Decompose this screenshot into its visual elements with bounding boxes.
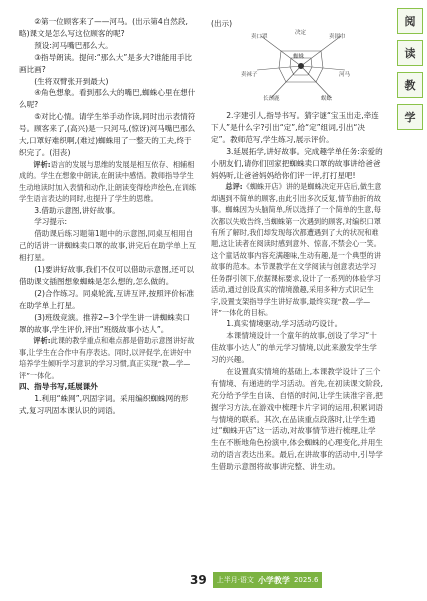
sidebar-tab: 阅 xyxy=(397,8,423,34)
body-paragraph: 学习提示: xyxy=(34,217,68,227)
commentary-paragraph xyxy=(211,181,383,318)
commentary-label: 评析: xyxy=(33,336,51,346)
diagram-label: 蜈蚣 xyxy=(321,96,333,102)
body-paragraph: ②第一位顾客来了——河马。(出示第4自然段,略)课文是怎么写这位顾客的呢? xyxy=(19,17,188,38)
diagram-label: 卖袜子 xyxy=(241,72,258,78)
sidebar-tab: 教 xyxy=(397,72,423,98)
body-paragraph: ⑤对比心情。请学生举手动作读,同时出示表情符号。顾客来了,(高兴)是一只河马,(惊讶)河马嘴巴那么大,口罩好难织啊,(难过)蜘蛛用了一整天的工夫,终于织完了。(泪丧) xyxy=(19,112,196,157)
magazine-brand: 小学教学 xyxy=(257,574,290,585)
diagram-label: 决定 xyxy=(295,30,307,36)
tip-paragraph: 在设置真实情境的基础上,本课教学设计了三个有情境、有递进的学习活动。首先,在初读课文阶段,充分给予学生自读、自悟的时间,让学生读准字音,把握学习方法,在游戏中梳理卡片字词的运用,积累词语与情境的联系。其次,在品读重点段落时,让学生通过“蜘蛛开店”这一活动,对故事情节进行梳理,让学生在不断地角色扮演中,体会蜘蛛的心理变化,并用生动的语言表达出来。最后,在讲故事的活动中,引导学生借助示意图将故事讲完整、讲生动。 xyxy=(211,366,383,472)
magazine-label xyxy=(213,572,323,588)
commentary-paragraph xyxy=(19,335,197,381)
body-paragraph: (生将双臂张开到最大) xyxy=(34,76,109,86)
issue-label: 上半月·语文 xyxy=(216,576,254,584)
issue-year: 2025.6 xyxy=(293,576,319,584)
body-paragraph: 3.借助示意图,讲好故事。 xyxy=(34,205,120,215)
body-paragraph: 1.利用“蛛网”,巩固字词。采用编织蜘蛛网的形式,复习巩固本课认识的词语。 xyxy=(19,394,189,415)
page-footer xyxy=(190,572,322,588)
left-column xyxy=(19,16,197,417)
commentary-text: 语言的发展与思维的发展是相互依存、相辅相成的。学生在想象中朗读,在朗读中感悟。教师指导学生生动地读时加入表情和动作,让朗读变得绘声绘色,在训练学生语言表达的同时,也提升了学生的思维。 xyxy=(19,159,197,204)
diagram-label: 长颈鹿 xyxy=(263,96,280,102)
page-number: 39 xyxy=(190,573,207,587)
commentary-label: 总评: xyxy=(225,182,243,192)
commentary-label: 评析: xyxy=(33,159,51,169)
sidebar-tab: 读 xyxy=(397,40,423,66)
body-paragraph: 2.字建引人,指导书写。猜字谜“宝玉出走,牵连下人”是什么字?引出“定”,给“定”组词,引出“决定”。教师范写,学生练习,展示评价。 xyxy=(211,111,379,144)
body-paragraph: ③指导朗读。提问:“那么大”是多大?谁能用手比画比画? xyxy=(19,52,193,74)
right-column xyxy=(211,16,383,473)
sidebar-tab: 学 xyxy=(397,104,423,130)
body-paragraph: 预设:河马嘴巴那么大。 xyxy=(34,40,113,50)
diagram-label: 河马 xyxy=(339,72,351,78)
section-heading: 四、指导书写,延展课外 xyxy=(19,382,98,392)
diagram-label: 卖围巾 xyxy=(329,34,346,40)
section-sidebar xyxy=(394,0,427,601)
commentary-paragraph xyxy=(19,159,197,205)
body-paragraph: 1.真实情境驱动,学习活动巧设计。 xyxy=(226,319,343,329)
body-paragraph: 3.延展拓学,讲好故事。完成趣学单任务:亲爱的小朋友们,请你们回家把蜘蛛卖口罩的故事讲给爸爸妈妈听,让爸爸妈妈给你们评一评,打打星吧! xyxy=(211,146,383,180)
body-paragraph: (3)班级竞演。推荐2~3个学生讲一讲蜘蛛卖口罩的故事,学生评价,评出“班级故事小达人”。 xyxy=(19,312,191,334)
commentary-text: 此课的教学重点和难点都是借助示意图讲好故事,让学生在合作中有序表达。同时,以评促学,在讲好中培养学生倾听学习意识的学习习惯,真正实现“教—学—评”一体化。 xyxy=(19,336,195,380)
right-column-text xyxy=(211,110,383,473)
tip-paragraph: 本课情境设计一个童年的故事,创设了学习“十佳故事小达人”的单元学习情境,以此来激发学生学习的兴趣。 xyxy=(211,331,377,365)
diagram-label: 卖口罩 xyxy=(251,34,268,40)
story-diagram xyxy=(211,18,383,106)
body-paragraph: (1)要讲好故事,我们不仅可以借助示意图,还可以借助课文插图想象蜘蛛是怎么想的,怎么做的。 xyxy=(19,265,195,286)
commentary-text: 《蜘蛛开店》讲的是蜘蛛决定开店后,做生意却遇到不简单的顾客,由此引出多次反复,情节曲折的故事。蜘蛛因为头脑简单,所以选择了一个简单的生意,每次都以失败告终,当蜘蛛第一次遇到的顾客,对编织口罩有所了解时,我们却发现每次都遭遇到了大的状况和难题,这让读者在阅读时感到意外、惊喜,不禁会心一笑。这个童话故事内容充满趣味,生动有趣,是一个典型的讲故事的范本。本节课教学在文学阅读与创意表达学习任务群引领下,依据课标要求,设计了一系列的体验学习活动,通过创设真实的情境激趣,采用多种方式识记生字,设置支架指导学生讲好故事,最终实现“教—学—评”一体化的目标。 xyxy=(211,182,382,317)
body-paragraph: ④角色想象。看到那么大的嘴巴,蜘蛛心里在想什么呢? xyxy=(19,88,196,110)
tip-paragraph: 借助课后练习题第1题中的示意图,同桌互相用自己的话讲一讲蜘蛛卖口罩的故事,讲完后在助学单上互相打星。 xyxy=(19,229,197,263)
diagram-center-label: 蜘蛛 xyxy=(293,54,305,60)
diagram-caption: (出示) xyxy=(211,19,233,28)
body-paragraph: (2)合作练习。同桌轮流,互讲互评,按照评价标准在助学单上打星。 xyxy=(19,288,195,310)
